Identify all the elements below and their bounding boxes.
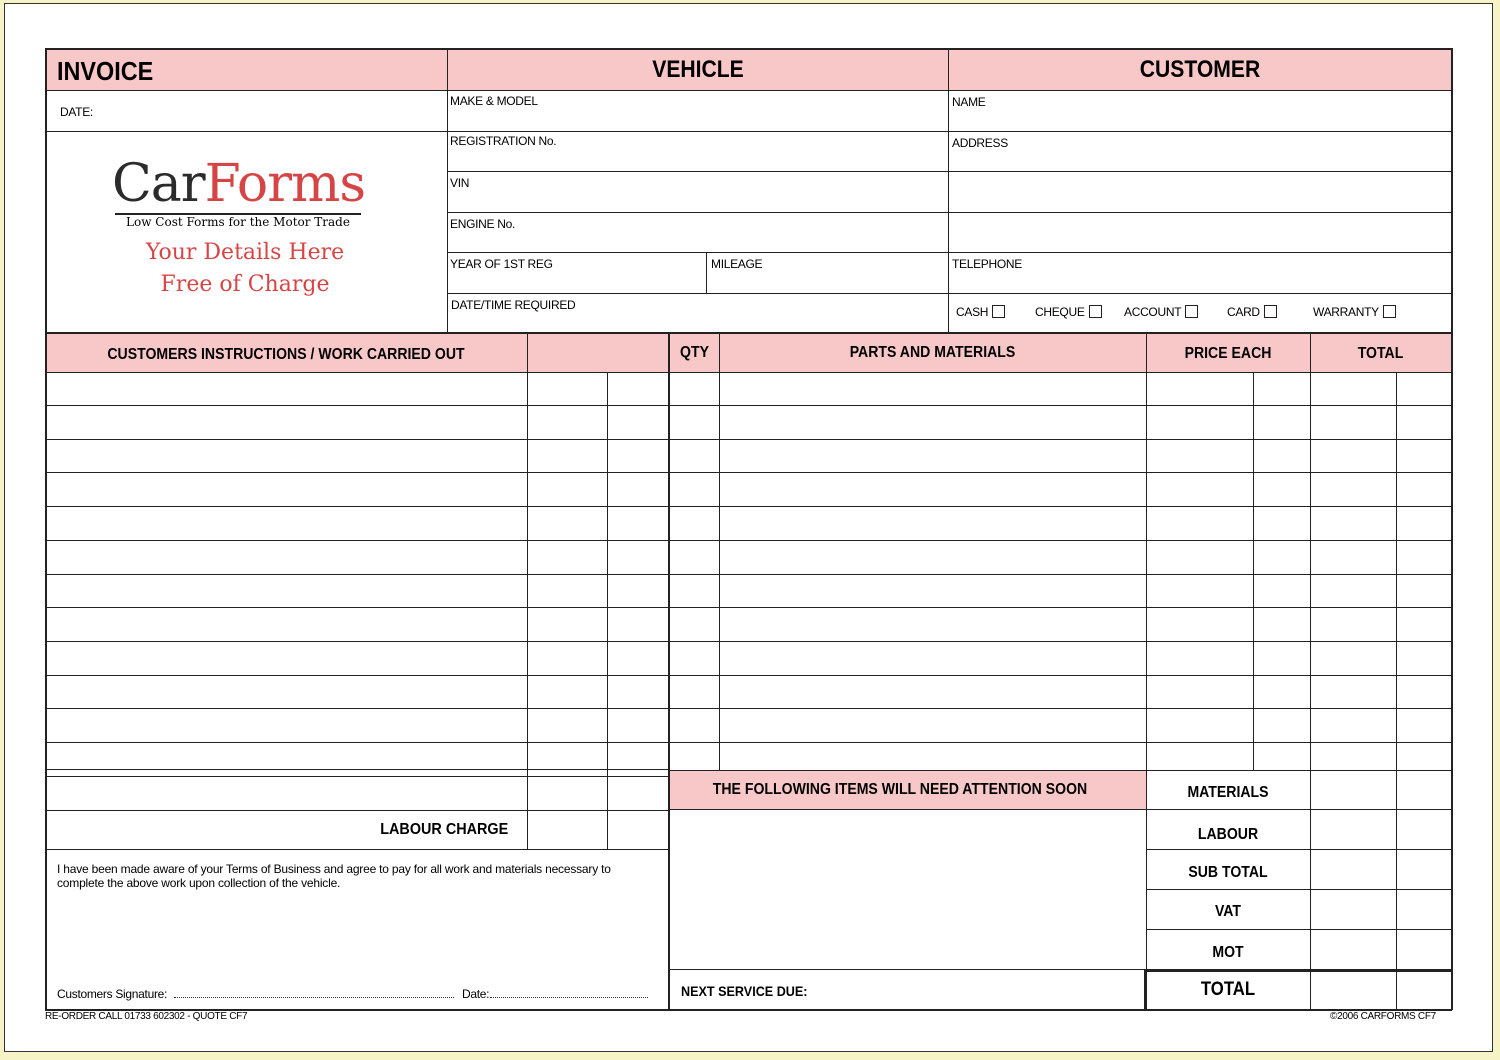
labour-label: LABOUR bbox=[1197, 826, 1259, 843]
vin-label: VIN bbox=[450, 176, 470, 190]
customer-title: CUSTOMER bbox=[1139, 55, 1261, 83]
grid-line bbox=[668, 506, 1452, 507]
materials-label: MATERIALS bbox=[1187, 784, 1269, 801]
address-label: ADDRESS bbox=[952, 136, 1008, 150]
grand-total-label: TOTAL bbox=[1200, 979, 1256, 1000]
invoice-title: INVOICE bbox=[57, 56, 154, 86]
grid-line bbox=[447, 212, 1452, 213]
carforms-logo: CarForms bbox=[112, 154, 366, 214]
logo-tagline: Low Cost Forms for the Motor Trade bbox=[126, 215, 350, 229]
date-time-required-label: DATE/TIME REQUIRED bbox=[451, 298, 576, 312]
payment-card[interactable]: CARD bbox=[1227, 305, 1277, 319]
vat-label: VAT bbox=[1214, 903, 1242, 920]
work-header: CUSTOMERS INSTRUCTIONS / WORK CARRIED OUT bbox=[107, 346, 465, 363]
grid-line bbox=[668, 675, 1452, 676]
grid-line bbox=[668, 809, 1146, 810]
next-service-label: NEXT SERVICE DUE: bbox=[681, 983, 808, 999]
grid-line bbox=[447, 171, 1452, 172]
mileage-label: MILEAGE bbox=[711, 257, 763, 271]
grid-line bbox=[1144, 969, 1147, 1010]
grid-line bbox=[668, 607, 1452, 608]
registration-label: REGISTRATION No. bbox=[450, 134, 557, 148]
card-checkbox[interactable] bbox=[1264, 305, 1277, 318]
grid-line bbox=[668, 332, 670, 1010]
grid-line bbox=[447, 293, 1452, 294]
grid-line bbox=[719, 332, 720, 770]
qty-header: QTY bbox=[680, 344, 709, 361]
grid-line bbox=[45, 776, 668, 777]
grid-line bbox=[668, 472, 1452, 473]
date-label: DATE: bbox=[60, 105, 93, 119]
copyright-text: ©2006 CARFORMS CF7 bbox=[1330, 1011, 1436, 1022]
grid-line bbox=[45, 708, 668, 709]
grid-line bbox=[447, 48, 448, 332]
grid-line bbox=[45, 574, 668, 575]
warranty-checkbox[interactable] bbox=[1383, 305, 1396, 318]
grid-line bbox=[668, 708, 1452, 709]
signature-date-label: Date: bbox=[462, 987, 490, 1001]
grid-line bbox=[527, 332, 528, 849]
promo-line-2: Free of Charge bbox=[160, 272, 330, 297]
grid-line bbox=[1396, 372, 1397, 1010]
grid-line bbox=[45, 769, 668, 770]
total-header: TOTAL bbox=[1357, 345, 1404, 362]
engine-label: ENGINE No. bbox=[450, 217, 516, 231]
payment-cash[interactable]: CASH bbox=[956, 305, 1005, 319]
grid-line bbox=[45, 675, 668, 676]
grid-line bbox=[668, 574, 1452, 575]
vehicle-title: VEHICLE bbox=[652, 55, 744, 83]
cash-checkbox[interactable] bbox=[992, 305, 1005, 318]
grid-line bbox=[1253, 372, 1254, 770]
attention-header: THE FOLLOWING ITEMS WILL NEED ATTENTION SOON bbox=[712, 781, 1088, 798]
account-checkbox[interactable] bbox=[1185, 305, 1198, 318]
promo-line-1: Your Details Here bbox=[145, 240, 345, 265]
grid-line bbox=[668, 439, 1452, 440]
grid-line bbox=[45, 607, 668, 608]
cheque-checkbox[interactable] bbox=[1089, 305, 1102, 318]
grid-line bbox=[668, 540, 1452, 541]
grid-line bbox=[45, 131, 447, 132]
grid-line bbox=[45, 540, 668, 541]
price-each-header: PRICE EACH bbox=[1184, 345, 1272, 362]
grid-line bbox=[668, 969, 1146, 970]
mot-label: MOT bbox=[1212, 944, 1244, 961]
grid-line bbox=[948, 48, 949, 332]
grid-line bbox=[45, 90, 1452, 91]
terms-text: I have been made aware of your Terms of Business and agree to pay for all work and materials necessary to complete the above work upon collection of the vehicle. bbox=[57, 862, 611, 890]
grid-line bbox=[1451, 48, 1453, 1010]
grid-line bbox=[607, 372, 608, 849]
payment-account[interactable]: ACCOUNT bbox=[1124, 305, 1198, 319]
grid-line bbox=[1310, 332, 1311, 1010]
grid-line bbox=[45, 472, 668, 473]
grid-line bbox=[1146, 332, 1147, 1010]
grid-line bbox=[45, 506, 668, 507]
grid-line bbox=[45, 641, 668, 642]
grid-line bbox=[45, 405, 668, 406]
grid-line bbox=[45, 742, 668, 743]
payment-warranty[interactable]: WARRANTY bbox=[1313, 305, 1396, 319]
sub-total-label: SUB TOTAL bbox=[1188, 864, 1268, 881]
year-first-reg-label: YEAR OF 1ST REG bbox=[450, 257, 553, 271]
make-model-label: MAKE & MODEL bbox=[450, 94, 538, 108]
payment-cheque[interactable]: CHEQUE bbox=[1035, 305, 1102, 319]
labour-charge-label: LABOUR CHARGE bbox=[380, 821, 508, 838]
reorder-text: RE-ORDER CALL 01733 602302 - QUOTE CF7 bbox=[45, 1011, 248, 1022]
grid-line bbox=[668, 742, 1452, 743]
signature-line[interactable] bbox=[174, 997, 454, 998]
grid-line bbox=[447, 252, 1452, 253]
grid-line bbox=[45, 48, 47, 1010]
grid-line bbox=[45, 439, 668, 440]
signature-label: Customers Signature: bbox=[57, 987, 168, 1001]
grid-line bbox=[706, 252, 707, 293]
grid-line bbox=[668, 405, 1452, 406]
telephone-label: TELEPHONE bbox=[952, 257, 1022, 271]
parts-header: PARTS AND MATERIALS bbox=[849, 344, 1016, 361]
grid-line bbox=[447, 131, 1452, 132]
name-label: NAME bbox=[952, 95, 986, 109]
grid-line bbox=[668, 641, 1452, 642]
signature-date-line[interactable] bbox=[490, 997, 648, 998]
